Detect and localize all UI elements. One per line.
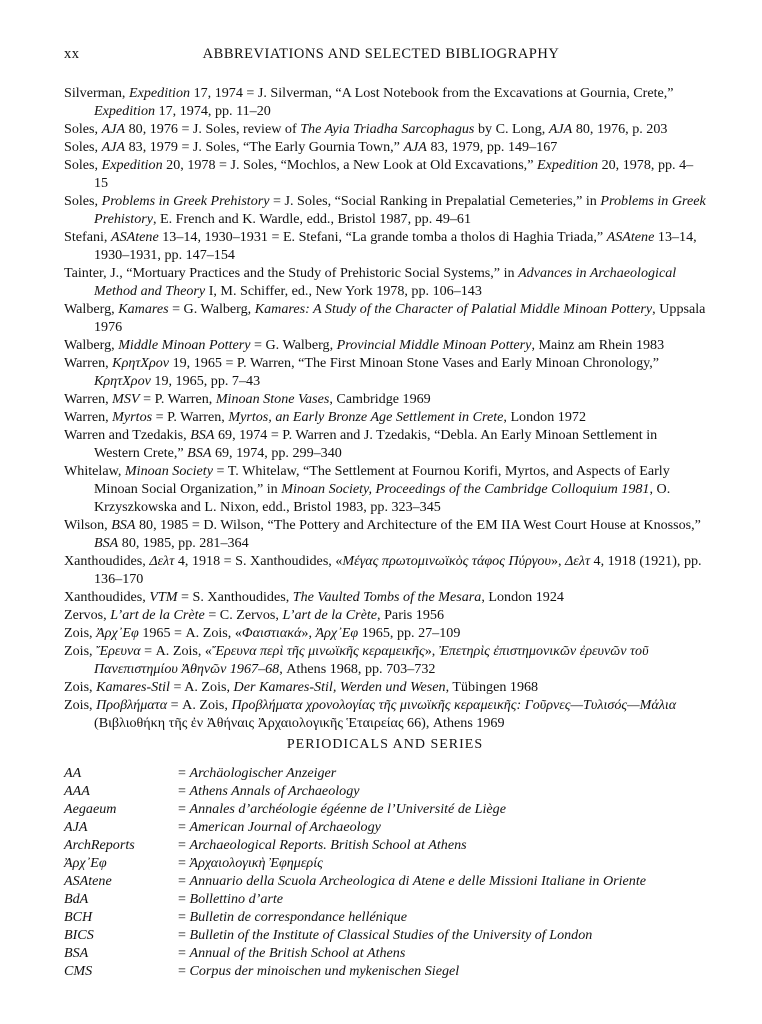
entry-italic-text: Ἀρχ᾽Εφ [96, 625, 139, 641]
periodicals-table [64, 764, 706, 980]
entry-italic-text: AJA [101, 121, 126, 137]
entry-italic-text: The Ayia Triadha Sarcophagus [300, 121, 475, 137]
equals-sign: = [178, 819, 190, 835]
periodical-abbreviation: ASAtene [64, 873, 112, 889]
entry-text: 20, 1978 = J. Soles, “Mochlos, a New Look at Old Excavations,” [162, 157, 537, 173]
entry-italic-text: The Vaulted Tombs of the Mesara [292, 589, 482, 605]
bibliography-entry [64, 120, 706, 138]
entry-text: = J. Soles, “Social Ranking in Prepalatial Cemeteries,” in [269, 193, 601, 209]
periodical-title-text: Ἀρχαιολογικὴ Ἐφημερίς [189, 855, 323, 871]
entry-text: , O. Krzyszkowska and L. Nixon, edd., Bristol 1983, pp. 323–345 [94, 481, 671, 515]
bibliography-entry [64, 300, 706, 336]
entry-italic-text: AJA [101, 139, 126, 155]
periodical-abbreviation: BdA [64, 891, 89, 907]
periodical-abbreviation: BICS [64, 927, 94, 943]
bibliography-entry [64, 354, 706, 390]
entry-text: Walberg, [64, 301, 119, 317]
entry-text: Zois, [64, 643, 97, 659]
entry-text: Zois, [64, 697, 97, 713]
entry-italic-text: ΚρητΧρον [112, 355, 170, 371]
entry-text: 13–14, 1930–1931 = E. Stefani, “La grande tomba a tholos di Haghia Triada,” [158, 229, 607, 245]
entry-text: Whitelaw, [64, 463, 125, 479]
entry-text: , London 1924 [481, 589, 564, 605]
periodical-row [64, 872, 706, 890]
entry-text: Xanthoudides, [64, 553, 150, 569]
entry-italic-text: Ἔρευνα περὶ τῆς μινωϊκῆς κεραμεικῆς [211, 643, 425, 659]
entry-text: », [424, 643, 439, 659]
periodical-full-title [178, 890, 283, 908]
entry-italic-text: Μέγας πρωτομινωϊκὸς τάφος Πύργου [342, 553, 551, 569]
entry-italic-text: BSA [187, 445, 212, 461]
periodical-row [64, 962, 706, 980]
periodical-title-text: American Journal of Archaeology [189, 819, 381, 835]
periodical-row [64, 908, 706, 926]
bibliography-entry [64, 264, 706, 300]
periodical-row [64, 836, 706, 854]
entry-text: = T. Whitelaw, “The Settlement at Fournou Korifi, Myrtos, and Aspects of Early Minoan Social Organization,” in [94, 463, 670, 497]
bibliography-entry [64, 426, 706, 462]
entry-italic-text: ΚρητΧρον [94, 373, 151, 389]
bibliography-entry [64, 336, 706, 354]
equals-sign: = [178, 765, 190, 781]
bibliography-entry [64, 156, 706, 192]
entry-text: , Athens 1968, pp. 703–732 [279, 661, 436, 677]
entry-text: 69, 1974 = P. Warren and J. Tzedakis, “Debla. An Early Minoan Settlement in Western Crete,” [94, 427, 658, 461]
entry-text: , Cambridge 1969 [329, 391, 431, 407]
entry-text: Warren and Tzedakis, [64, 427, 191, 443]
entry-text: Silverman, [64, 85, 129, 101]
entry-text: = A. Zois, « [140, 643, 212, 659]
entry-text: = P. Warren, [152, 409, 229, 425]
entry-text: 83, 1979 = J. Soles, “The Early Gournia Town,” [125, 139, 404, 155]
page-header [64, 46, 698, 68]
periodical-abbreviation: Ἀρχ᾽Εφ [64, 855, 107, 871]
entry-text: , Uppsala 1976 [94, 301, 706, 335]
entry-italic-text: Minoan Stone Vases [215, 391, 330, 407]
entry-text: Stefani, [64, 229, 111, 245]
entry-italic-text: Expedition [128, 85, 191, 101]
periodical-abbreviation: AAA [64, 783, 90, 799]
bibliography-entry [64, 552, 706, 588]
periodical-abbreviation: CMS [64, 963, 93, 979]
entry-text: = A. Zois, [167, 697, 232, 713]
periodical-title-text: Annual of the British School at Athens [189, 945, 406, 961]
entry-italic-text: Ἐπετηρὶς ἐπιστημονικῶν ἐρευνῶν τοῦ Πανεπιστημίου Ἀθηνῶν 1967–68 [94, 643, 649, 677]
periodical-title-text: Athens Annals of Archaeology [189, 783, 360, 799]
periodical-full-title [178, 818, 381, 836]
bibliography-entry [64, 624, 706, 642]
periodical-full-title [178, 962, 459, 980]
entry-italic-text: MSV [112, 391, 140, 407]
periodical-abbreviation: BCH [64, 909, 93, 925]
entry-italic-text: BSA [111, 517, 136, 533]
entry-text: Zois, [64, 625, 97, 641]
entry-text: 4, 1918 (1921), pp. 136–170 [94, 553, 702, 587]
entry-italic-text: VTM [149, 589, 178, 605]
entry-text: I, M. Schiffer, ed., New York 1978, pp. 106–143 [205, 283, 482, 299]
entry-text: 17, 1974 = J. Silverman, “A Lost Notebook from the Excavations at Gournia, Crete,” [190, 85, 674, 101]
entry-italic-text: ASAtene [606, 229, 655, 245]
entry-italic-text: Kamares [118, 301, 169, 317]
entry-text: 69, 1974, pp. 299–340 [211, 445, 342, 461]
bibliography-entry [64, 606, 706, 624]
bibliography-entry [64, 192, 706, 228]
entry-text: Warren, [64, 355, 113, 371]
entry-text: , London 1972 [503, 409, 586, 425]
entry-italic-text: ASAtene [110, 229, 159, 245]
entry-italic-text: Problems in Greek Prehistory [101, 193, 270, 209]
entry-italic-text: Φαιστιακά [241, 625, 302, 641]
entry-text: Soles, [64, 139, 102, 155]
entry-italic-text: Expedition [94, 103, 156, 119]
entry-text: = G. Walberg, [250, 337, 337, 353]
entry-italic-text: Kamares-Stil [96, 679, 170, 695]
entry-text: Tainter, J., “Mortuary Practices and the Study of Prehistoric Social Systems,” in [64, 265, 519, 281]
bibliography-entry [64, 84, 706, 120]
equals-sign: = [178, 963, 190, 979]
entry-italic-text: L’art de la Crète [282, 607, 378, 623]
entry-text: = G. Walberg, [168, 301, 255, 317]
entry-text: Soles, [64, 121, 102, 137]
entry-text: 80, 1976 = J. Soles, review of [125, 121, 301, 137]
bibliography-entry [64, 642, 706, 678]
periodical-row [64, 926, 706, 944]
entry-text: Soles, [64, 157, 102, 173]
entry-italic-text: Advances in Archaeological Method and Theory [94, 265, 677, 299]
periodical-full-title [178, 764, 336, 782]
bibliography-entry [64, 408, 706, 426]
entry-italic-text: Expedition [101, 157, 163, 173]
entry-text: by C. Long, [474, 121, 549, 137]
entry-italic-text: Kamares: A Study of the Character of Palatial Middle Minoan Pottery [254, 301, 653, 317]
periodical-title-text: Archäologischer Anzeiger [189, 765, 337, 781]
equals-sign: = [178, 909, 190, 925]
periodical-title-text: Annales d’archéologie égéenne de l’Université de Liège [189, 801, 506, 817]
entry-text: , Mainz am Rhein 1983 [531, 337, 665, 353]
equals-sign: = [178, 873, 190, 889]
entry-italic-text: Problems in Greek Prehistory [94, 193, 706, 227]
entry-text: 19, 1965, pp. 7–43 [150, 373, 261, 389]
entry-text: Wilson, [64, 517, 112, 533]
entry-italic-text: L’art de la Crète [110, 607, 205, 623]
entry-text: = C. Zervos, [204, 607, 283, 623]
periodical-full-title [178, 908, 407, 926]
periodicals-heading: PERIODICALS AND SERIES [286, 737, 484, 752]
entry-text: Soles, [64, 193, 102, 209]
periodical-full-title [178, 836, 467, 854]
periodical-full-title [178, 872, 646, 890]
entry-italic-text: Expedition [536, 157, 599, 173]
entry-text: 1965, pp. 27–109 [358, 625, 461, 641]
entry-text: 4, 1918 = S. Xanthoudides, « [174, 553, 343, 569]
entry-text: 80, 1976, p. 203 [572, 121, 668, 137]
entry-text: 80, 1985 = D. Wilson, “The Pottery and Architecture of the EM IIA West Court House at Knossos,” [135, 517, 701, 533]
equals-sign: = [178, 783, 190, 799]
bibliography-entry [64, 138, 706, 156]
entry-italic-text: AJA [403, 139, 427, 155]
entry-text: 19, 1965 = P. Warren, “The First Minoan Stone Vases and Early Minoan Chronology,” [169, 355, 660, 371]
periodical-title-text: Corpus der minoischen und mykenischen Siegel [189, 963, 460, 979]
entry-text: Walberg, [64, 337, 119, 353]
periodical-abbreviation: BSA [64, 945, 89, 961]
entry-italic-text: BSA [94, 535, 119, 551]
periodical-full-title [178, 944, 405, 962]
entry-italic-text: Provincial Middle Minoan Pottery [336, 337, 532, 353]
periodical-title-text: Bulletin of the Institute of Classical Studies of the University of London [189, 927, 593, 943]
entry-text: , E. French and K. Wardle, edd., Bristol 1987, pp. 49–61 [152, 211, 472, 227]
entry-text: (Βιβλιοθήκη τῆς ἐν Ἀθήναις Ἀρχαιολογικῆς Ἑταιρείας 66), Athens 1969 [94, 715, 505, 731]
equals-sign: = [178, 945, 190, 961]
entry-italic-text: Προβλήματα [96, 697, 168, 713]
entry-text: = S. Xanthoudides, [177, 589, 293, 605]
entry-text: Xanthoudides, [64, 589, 150, 605]
entry-italic-text: Προβλήματα χρονολογίας τῆς μινωϊκῆς κεραμεικῆς: Γοῦρνες—Τυλισός—Μάλια [231, 697, 677, 713]
entry-text: 1965 = A. Zois, « [138, 625, 242, 641]
periodical-title-text: Bulletin de correspondance hellénique [189, 909, 407, 925]
entry-text: = P. Warren, [139, 391, 216, 407]
entry-italic-text: Ἀρχ᾽Εφ [315, 625, 359, 641]
entry-text: Zois, [64, 679, 97, 695]
periodical-row [64, 818, 706, 836]
periodical-full-title [178, 926, 592, 944]
entry-text: , Paris 1956 [377, 607, 444, 623]
periodical-row [64, 800, 706, 818]
bibliography-entry [64, 390, 706, 408]
entry-text: Zervos, [64, 607, 111, 623]
entry-italic-text: Myrtos, an Early Bronze Age Settlement in Crete [228, 409, 504, 425]
entry-italic-text: Myrtos [112, 409, 153, 425]
periodical-abbreviation: AJA [64, 819, 88, 835]
entry-text: = A. Zois, [169, 679, 234, 695]
entry-italic-text: Minoan Society [124, 463, 213, 479]
entry-text: 13–14, 1930–1931, pp. 147–154 [94, 229, 697, 263]
bibliography-entry [64, 696, 706, 732]
entry-italic-text: Δελτ [149, 553, 175, 569]
periodical-title-text: Annuario della Scuola Archeologica di Atene e delle Missioni Italiane in Oriente [189, 873, 647, 889]
entry-text: 83, 1979, pp. 149–167 [426, 139, 558, 155]
periodical-title-text: Bollettino d’arte [189, 891, 284, 907]
entry-text: Warren, [64, 409, 113, 425]
periodical-abbreviation: ArchReports [64, 837, 135, 853]
periodical-title-text: Archaeological Reports. British School at Athens [189, 837, 467, 853]
bibliography-entry [64, 462, 706, 516]
periodical-abbreviation: Aegaeum [64, 801, 117, 817]
bibliography-entry [64, 588, 706, 606]
entry-text: », [550, 553, 566, 569]
entry-text: », [301, 625, 316, 641]
equals-sign: = [178, 927, 190, 943]
periodical-row [64, 944, 706, 962]
bibliography-entry [64, 228, 706, 264]
running-head: ABBREVIATIONS AND SELECTED BIBLIOGRAPHY [202, 46, 560, 62]
periodical-row [64, 854, 706, 872]
entry-italic-text: Δελτ [565, 553, 591, 569]
bibliography-entry [64, 516, 706, 552]
entry-text: 80, 1985, pp. 281–364 [118, 535, 249, 551]
periodical-full-title [178, 800, 506, 818]
bibliography-entry [64, 678, 706, 696]
equals-sign: = [178, 801, 190, 817]
entry-italic-text: BSA [190, 427, 215, 443]
entry-italic-text: Ἔρευνα [96, 643, 141, 659]
entry-italic-text: Der Kamares-Stil, Werden und Wesen [233, 679, 446, 695]
periodical-row [64, 782, 706, 800]
equals-sign: = [178, 837, 190, 853]
entry-italic-text: Minoan Society, Proceedings of the Cambridge Colloquium 1981 [281, 481, 650, 497]
entry-text: Warren, [64, 391, 113, 407]
entry-text: 20, 1978, pp. 4–15 [94, 157, 694, 191]
page-number: xx [64, 46, 80, 62]
equals-sign: = [178, 855, 190, 871]
equals-sign: = [178, 891, 190, 907]
entry-text: 17, 1974, pp. 11–20 [155, 103, 271, 119]
periodical-row [64, 890, 706, 908]
entry-italic-text: AJA [548, 121, 573, 137]
periodical-full-title [178, 782, 360, 800]
bibliography-list [64, 84, 706, 732]
entry-text: , Tübingen 1968 [445, 679, 539, 695]
periodical-abbreviation: AA [64, 765, 82, 781]
periodical-full-title [178, 854, 323, 872]
periodical-row [64, 764, 706, 782]
entry-italic-text: Middle Minoan Pottery [118, 337, 251, 353]
